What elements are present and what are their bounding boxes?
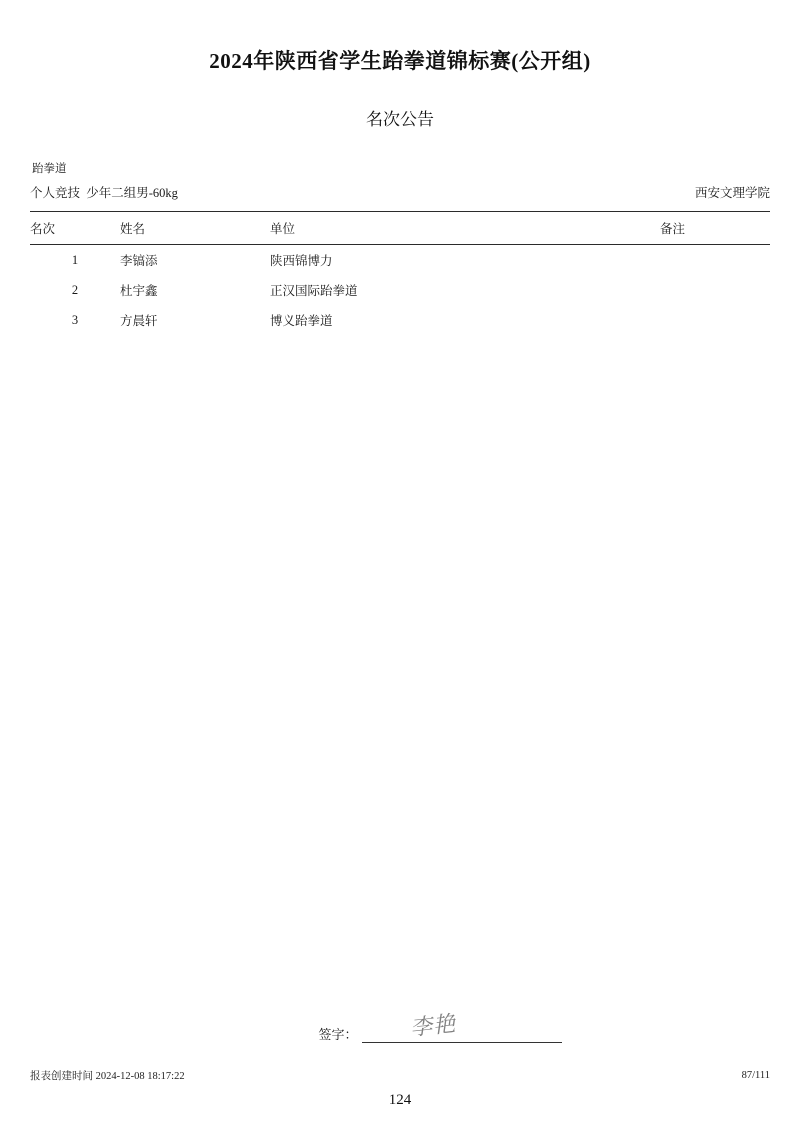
rank-table xyxy=(30,211,770,335)
cell-remark xyxy=(660,305,770,335)
report-created-time: 报表创建时间 2024-12-08 18:17:22 xyxy=(30,1071,185,1082)
cell-unit: 陕西锦博力 xyxy=(270,254,333,268)
column-header-name: 姓名 xyxy=(120,212,270,245)
page-number: 124 xyxy=(388,1092,412,1108)
meta-line xyxy=(30,183,770,201)
signature-line xyxy=(362,1010,562,1043)
page-subtitle: 名次公告 xyxy=(366,110,434,129)
cell-name: 杜宇鑫 xyxy=(120,284,158,298)
table-row xyxy=(30,245,770,276)
column-header-unit: 单位 xyxy=(270,212,660,245)
cell-unit: 博义跆拳道 xyxy=(270,314,333,328)
handwritten-signature: 李艳 xyxy=(408,1010,457,1041)
table-header-row xyxy=(30,212,770,245)
venue-label: 西安文理学院 xyxy=(694,186,770,200)
cell-rank: 2 xyxy=(71,282,79,297)
cell-name: 方晨轩 xyxy=(120,314,158,328)
cell-rank: 3 xyxy=(71,312,79,327)
meta-block xyxy=(0,160,800,201)
table-row xyxy=(30,275,770,305)
cell-remark xyxy=(660,275,770,305)
cell-name: 李镐添 xyxy=(120,254,158,268)
event-label: 个人竞技 少年二组男-60kg xyxy=(30,186,178,200)
page-index: 87/111 xyxy=(741,1070,770,1081)
signature-label: 签字： xyxy=(318,1027,358,1042)
table-row xyxy=(30,305,770,335)
page-title: 2024年陕西省学生跆拳道锦标赛(公开组) xyxy=(209,49,591,73)
column-header-remark: 备注 xyxy=(660,212,770,245)
cell-rank: 1 xyxy=(71,252,79,267)
cell-unit: 正汉国际跆拳道 xyxy=(270,284,358,298)
footer xyxy=(30,1068,770,1083)
discipline-label: 跆拳道 xyxy=(32,163,67,175)
cell-remark xyxy=(660,245,770,276)
column-header-rank: 名次 xyxy=(30,212,120,245)
signature-row xyxy=(0,1010,800,1043)
